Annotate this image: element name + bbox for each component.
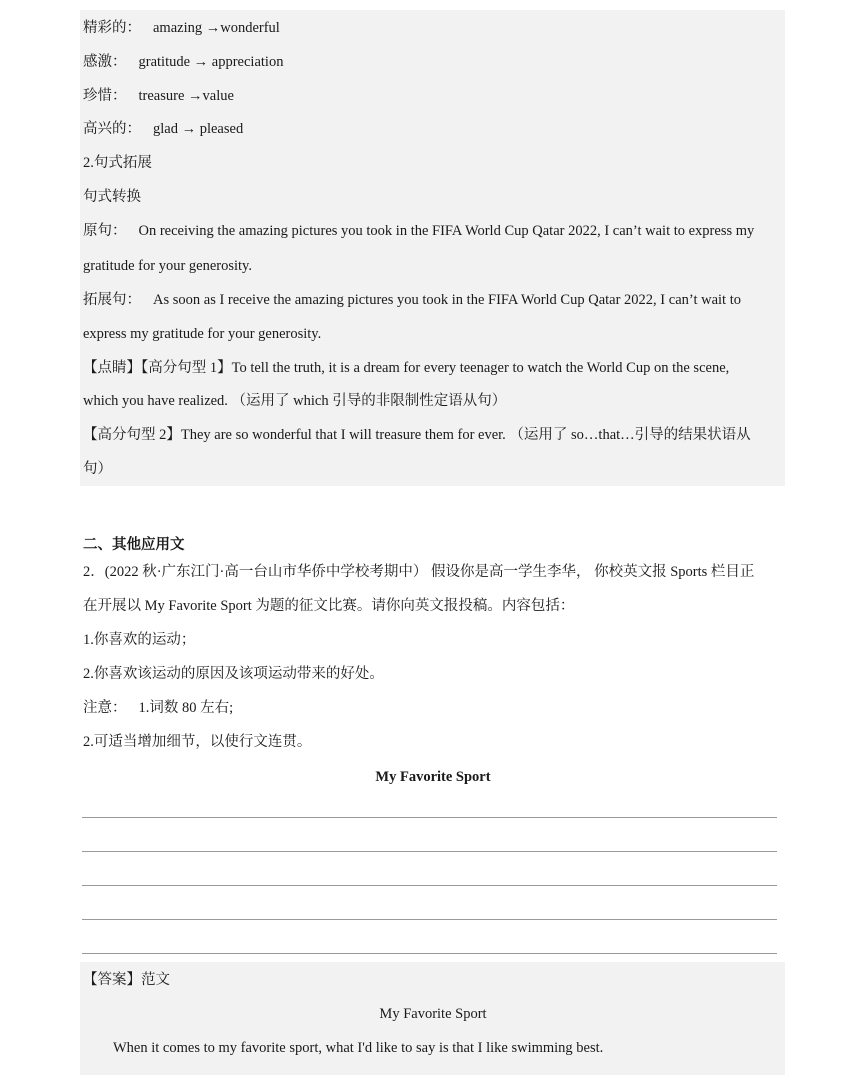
answer-title: My Favorite Sport bbox=[379, 1006, 487, 1022]
note-line: 2.可适当增加细节，以使行文连贯。 bbox=[83, 734, 312, 750]
content-point: 2.你喜欢该运动的原因及该项运动带来的好处。 bbox=[83, 666, 384, 682]
tip-line: 句） bbox=[83, 461, 112, 477]
shaded-analysis-block bbox=[80, 10, 785, 486]
vocab-line: 精彩的： amazing →wonderful bbox=[83, 20, 280, 36]
vocab-line: 珍惜： treasure →value bbox=[83, 88, 234, 104]
sentence-subheading: 句式转换 bbox=[83, 189, 141, 205]
content-point: 1.你喜欢的运动； bbox=[83, 632, 196, 648]
sentence-heading: 2.句式拓展 bbox=[83, 155, 152, 171]
tip-line: 【点睛】【高分句型 1】To tell the truth, it is a dream for every teenager to watch the World Cup on the scene, bbox=[83, 360, 730, 376]
question-line: 2．(2022 秋·广东江门·高一台山市华侨中学校考期中） 假设你是高一学生李华， 你校英文报 Sports 栏目正 bbox=[83, 564, 755, 580]
writing-line bbox=[82, 919, 777, 920]
writing-line bbox=[82, 953, 777, 954]
question-line: 在开展以 My Favorite Sport 为题的征文比赛。请你向英文报投稿。内容包括： bbox=[83, 598, 575, 614]
writing-line bbox=[82, 817, 777, 818]
note-line: 注意： 1.词数 80 左右; bbox=[83, 700, 234, 716]
writing-line bbox=[82, 885, 777, 886]
tip-line: 【高分句型 2】They are so wonderful that I will treasure them for ever. （运用了 so…that…引导的结果状语从 bbox=[83, 427, 751, 443]
section-heading: 二、其他应用文 bbox=[83, 537, 185, 553]
expanded-sentence: 拓展句： As soon as I receive the amazing pictures you took in the FIFA World Cup Qatar 2022, I can’t wait to bbox=[83, 292, 741, 308]
essay-title: My Favorite Sport bbox=[375, 769, 491, 785]
answer-label: 【答案】范文 bbox=[83, 972, 170, 988]
tip-line: which you have realized. （运用了 which 引导的非限制性定语从句） bbox=[83, 393, 507, 409]
vocab-line: 高兴的： glad → pleased bbox=[83, 121, 244, 137]
expanded-sentence-cont: express my gratitude for your generosity. bbox=[83, 326, 322, 342]
original-sentence: 原句： On receiving the amazing pictures you took in the FIFA World Cup Qatar 2022, I can’t wait to express my bbox=[83, 223, 755, 239]
answer-text: When it comes to my favorite sport, what I'd like to say is that I like swimming best. bbox=[113, 1040, 604, 1056]
vocab-line: 感激： gratitude → appreciation bbox=[83, 54, 284, 70]
original-sentence-cont: gratitude for your generosity. bbox=[83, 258, 252, 274]
writing-line bbox=[82, 851, 777, 852]
